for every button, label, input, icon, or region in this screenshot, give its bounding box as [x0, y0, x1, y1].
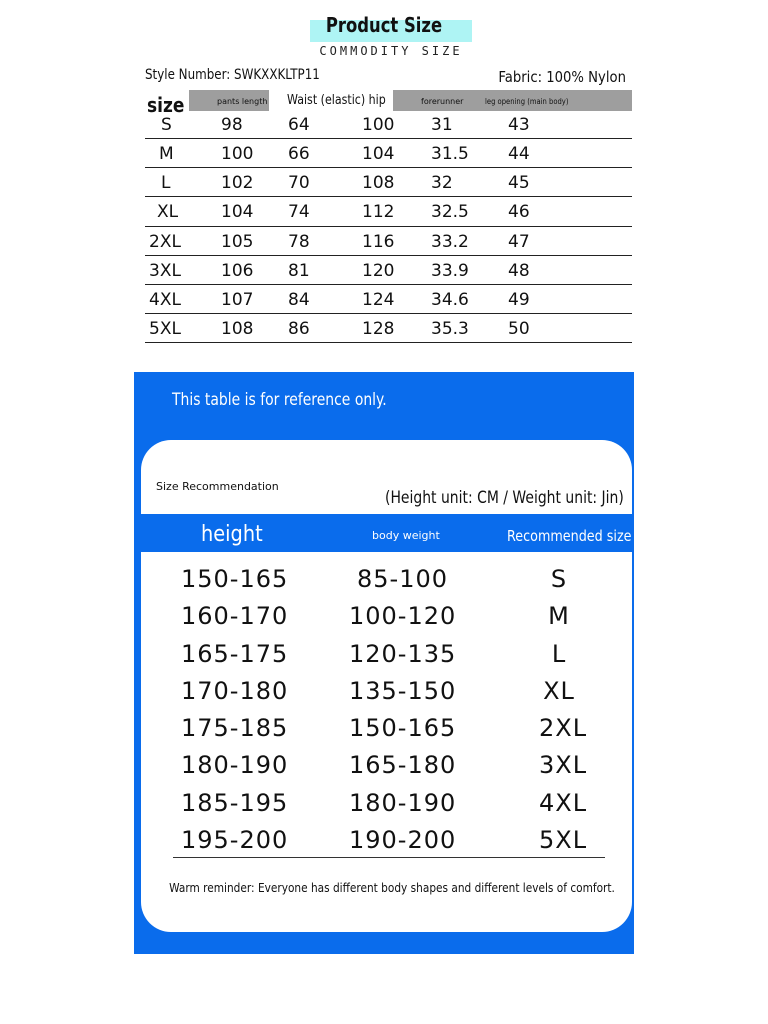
recommendation-cell: 195-200	[181, 826, 289, 855]
size-table-body	[145, 113, 632, 343]
recommendation-cell: S	[550, 565, 568, 593]
list-item	[141, 789, 632, 826]
table-cell: 44	[508, 144, 530, 164]
table-cell: 3XL	[149, 260, 181, 281]
table-row	[145, 227, 632, 256]
table-cell: 49	[508, 289, 530, 310]
size-table-header	[145, 90, 632, 117]
table-cell: 84	[288, 289, 310, 310]
table-cell: 66	[288, 144, 310, 164]
table-cell: 31.5	[431, 144, 469, 164]
recommendation-cell: L	[551, 639, 567, 668]
recommendation-cell: 5XL	[539, 826, 588, 855]
table-cell: 74	[288, 202, 310, 223]
table-cell: 100	[362, 115, 395, 135]
recommendation-cell: 120-135	[349, 639, 457, 668]
recommendation-table	[141, 565, 632, 863]
recommendation-cell: 160-170	[181, 602, 289, 631]
recommendation-cell: 180-190	[349, 788, 457, 817]
units-note: (Height unit: CM / Weight unit: Jin)	[385, 488, 624, 508]
size-table	[145, 90, 632, 343]
list-item	[141, 640, 632, 677]
table-cell: 46	[508, 202, 530, 223]
table-cell: 34.6	[431, 289, 469, 310]
header-height: height	[201, 522, 263, 547]
table-cell: 70	[288, 173, 310, 194]
table-cell: 81	[288, 260, 310, 281]
header-pants-length: pants length	[217, 97, 268, 106]
table-cell: 107	[221, 289, 254, 310]
recommendation-cell: 170-180	[181, 676, 289, 705]
table-row	[145, 285, 632, 314]
recommendation-cell: 175-185	[181, 714, 289, 743]
header-size: size	[147, 93, 185, 117]
style-number: Style Number: SWKXXKLTP11	[145, 67, 320, 83]
table-row	[145, 256, 632, 285]
page-subtitle: COMMODITY SIZE	[319, 44, 463, 58]
table-cell: 124	[362, 289, 395, 310]
recommendation-cell: 85-100	[357, 565, 449, 593]
table-row	[145, 113, 632, 139]
warm-reminder: Warm reminder: Everyone has different body shapes and different levels of comfort.	[169, 881, 615, 895]
divider	[173, 857, 605, 858]
table-cell: 35.3	[431, 319, 469, 340]
table-cell: 100	[221, 144, 254, 164]
list-item	[141, 751, 632, 788]
fabric-info: Fabric: 100% Nylon	[498, 68, 626, 86]
table-cell: 108	[362, 173, 395, 194]
recommendation-cell: 3XL	[539, 751, 588, 780]
reference-note: This table is for reference only.	[172, 390, 387, 410]
recommendation-cell: 150-165	[181, 565, 289, 593]
table-cell: 32	[431, 173, 453, 194]
header-leg-opening: leg opening (main body)	[485, 97, 569, 106]
table-cell: 102	[221, 173, 254, 194]
recommendation-cell: 135-150	[349, 676, 457, 705]
table-row	[145, 197, 632, 226]
table-cell: 45	[508, 173, 530, 194]
table-cell: 2XL	[149, 231, 181, 252]
table-cell: 98	[221, 115, 243, 135]
table-cell: 120	[362, 260, 395, 281]
header-forerunner: forerunner	[421, 97, 464, 106]
table-cell: 33.9	[431, 260, 469, 281]
recommendation-label: Size Recommendation	[156, 480, 279, 493]
table-cell: 86	[288, 319, 310, 340]
recommendation-cell: 165-180	[349, 751, 457, 780]
table-cell: 48	[508, 260, 530, 281]
table-cell: S	[161, 115, 172, 135]
table-cell: 112	[362, 202, 395, 223]
table-cell: 33.2	[431, 231, 469, 252]
table-cell: 31	[431, 115, 453, 135]
header-recommended-size: Recommended size	[507, 527, 632, 545]
recommendation-cell: 180-190	[181, 751, 289, 780]
header-waist-hip: Waist (elastic) hip	[287, 93, 386, 108]
table-cell: 105	[221, 231, 254, 252]
recommendation-cell: M	[548, 602, 570, 631]
list-item	[141, 677, 632, 714]
table-cell: 32.5	[431, 202, 469, 223]
recommendation-cell: 150-165	[349, 714, 457, 743]
table-cell: 104	[362, 144, 395, 164]
table-row	[145, 314, 632, 343]
header-body-weight: body weight	[372, 529, 440, 542]
recommendation-cell: XL	[543, 676, 575, 705]
recommendation-cell: 4XL	[539, 788, 588, 817]
list-item	[141, 565, 632, 602]
table-cell: L	[161, 173, 171, 194]
recommendation-cell: 190-200	[349, 826, 457, 855]
table-cell: 128	[362, 319, 395, 340]
recommendation-cell: 2XL	[539, 714, 588, 743]
recommendation-cell: 100-120	[349, 602, 457, 631]
table-cell: XL	[157, 202, 179, 223]
table-cell: 43	[508, 115, 530, 135]
table-cell: 116	[362, 231, 395, 252]
recommendation-cell: 165-175	[181, 639, 289, 668]
table-cell: 104	[221, 202, 254, 223]
table-row	[145, 139, 632, 168]
table-cell: M	[159, 144, 174, 164]
list-item	[141, 602, 632, 639]
table-cell: 106	[221, 260, 254, 281]
table-cell: 50	[508, 319, 530, 340]
table-cell: 4XL	[149, 289, 181, 310]
table-row	[145, 168, 632, 197]
table-cell: 47	[508, 231, 530, 252]
recommendation-cell: 185-195	[181, 788, 289, 817]
table-cell: 78	[288, 231, 310, 252]
table-cell: 108	[221, 319, 254, 340]
table-cell: 64	[288, 115, 310, 135]
list-item	[141, 714, 632, 751]
table-cell: 5XL	[149, 319, 181, 340]
page-title: Product Size	[325, 13, 443, 37]
